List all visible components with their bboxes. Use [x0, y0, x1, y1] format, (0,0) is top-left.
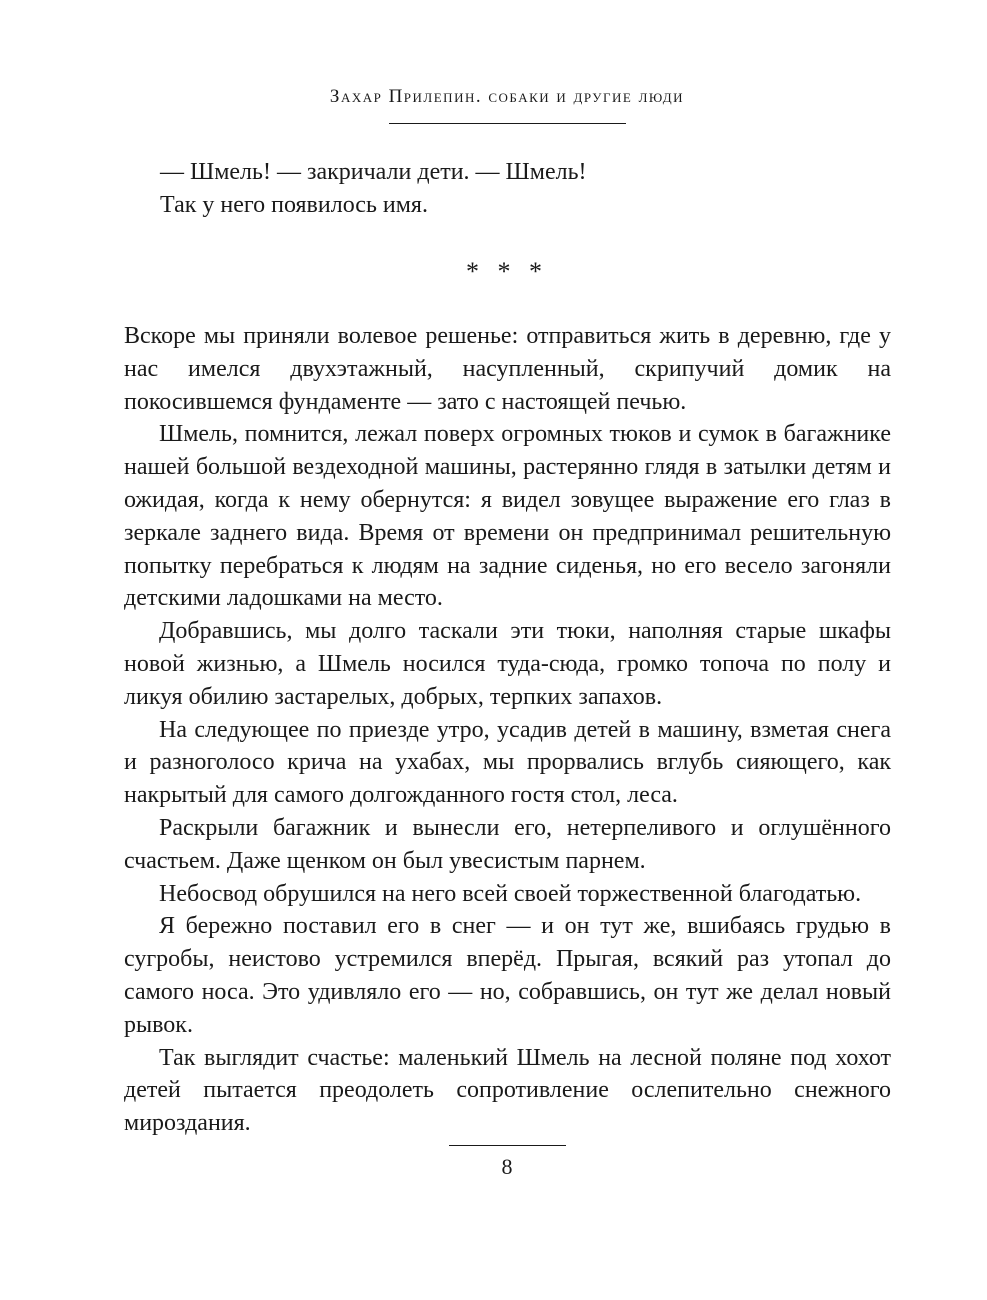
paragraph: Шмель, помнится, лежал поверх огромных тюков и сумок в багажнике нашей большой вездеходной машины, растерянно глядя в затылки детям и ожидая, когда к нему обернутся: я видел зовущее выражение его глаз в зеркале заднего вида. Время от времени он предпринимал решительную попытку перебраться к людям на задние сиденья, но его весело загоняли детскими ладошками на место.	[124, 421, 891, 612]
paragraph: На следующее по приезде утро, усадив детей в машину, взметая снега и разноголосо крича на ухабах, мы прорвались вглубь сияющего, как накрытый для самого долгожданного гостя стол, леса.	[124, 716, 891, 809]
paragraph: Я бережно поставил его в снег — и он тут же, вшибаясь грудью в сугробы, неистово устремился вперёд. Прыгая, всякий раз утопал до самого носа. Это удивляло его — но, собравшись, он тут же делал новый рывок.	[124, 913, 891, 1038]
section-separator: * * *	[466, 257, 548, 286]
dialogue-line: — Шмель! — закричали дети. — Шмель!	[160, 159, 587, 185]
footer-divider	[449, 1145, 566, 1146]
header-divider	[389, 123, 626, 124]
running-header: Захар Прилепин. собаки и другие люди	[329, 86, 685, 107]
paragraph: Так выглядит счастье: маленький Шмель на лесной поляне под хохот детей пытается преодолеть сопротивление ослепительно снежного мироздания.	[124, 1044, 891, 1137]
page-number: 8	[501, 1154, 513, 1179]
paragraph: Вскоре мы приняли волевое решенье: отправиться жить в деревню, где у нас имелся двухэтажный, насупленный, скрипучий домик на покосившемся фундаменте — зато с настоящей печью.	[124, 323, 891, 415]
paragraph: Раскрыли багажник и вынесли его, нетерпеливого и оглушённого счастьем. Даже щенком он был увесистым парнем.	[124, 814, 891, 874]
opening-lines	[124, 156, 891, 222]
paragraph: Добравшись, мы долго таскали эти тюки, наполняя старые шкафы новой жизнью, а Шмель носился туда-сюда, громко топоча по полу и ликуя обилию застарелых, добрых, терпких запахов.	[124, 618, 891, 710]
body-text	[124, 320, 891, 1140]
text-line: Так у него появилось имя.	[160, 191, 428, 218]
paragraph: Небосвод обрушился на него всей своей торжественной благодатью.	[159, 880, 862, 907]
